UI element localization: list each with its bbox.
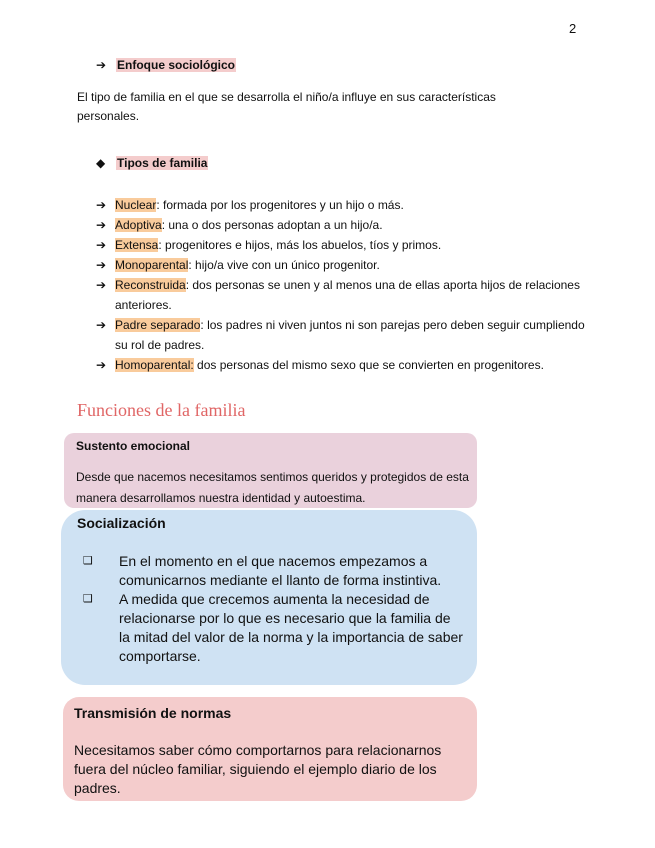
list-item bbox=[96, 195, 586, 215]
arrow-icon: ➔ bbox=[96, 58, 107, 72]
arrow-icon: ➔ bbox=[96, 218, 107, 232]
type-description: dos personas del mismo sexo que se convierten en progenitores. bbox=[193, 358, 544, 372]
socializacion-box bbox=[61, 510, 477, 685]
type-description: : dos personas se unen y al menos una de ellas aporta hijos de relaciones anteriores. bbox=[115, 278, 580, 312]
list-item bbox=[96, 215, 586, 235]
page-number: 2 bbox=[569, 21, 577, 36]
box-text: Desde que nacemos necesitamos sentimos queridos y protegidos de esta manera desarrollamos nuestra identidad y autoestima. bbox=[76, 470, 469, 505]
checkbox-bullet-icon: ❑ bbox=[83, 555, 93, 567]
list-item bbox=[96, 235, 586, 255]
arrow-icon: ➔ bbox=[96, 238, 107, 252]
enfoque-heading-label: Enfoque sociológico bbox=[117, 58, 236, 72]
type-description: : hijo/a vive con un único progenitor. bbox=[188, 258, 380, 272]
arrow-icon: ➔ bbox=[96, 318, 107, 332]
transmision-normas-box bbox=[63, 697, 477, 801]
sustento-emocional-box bbox=[64, 433, 477, 508]
type-description: : los padres ni viven juntos ni son parejas pero deben seguir cumpliendo su rol de padres. bbox=[115, 318, 585, 352]
enfoque-text: El tipo de familia en el que se desarrolla el niño/a influye en sus características personales. bbox=[77, 90, 496, 123]
tipos-heading-label: Tipos de familia bbox=[117, 156, 208, 170]
arrow-icon: ➔ bbox=[96, 198, 107, 212]
box-text: Necesitamos saber cómo comportarnos para relacionarnos fuera del núcleo familiar, siguiendo el ejemplo diario de los padres. bbox=[74, 742, 442, 796]
box-title: Socialización bbox=[77, 515, 166, 531]
type-term: Adoptiva bbox=[115, 218, 162, 232]
list-item bbox=[96, 355, 586, 375]
box-title: Sustento emocional bbox=[76, 439, 191, 453]
list-item bbox=[96, 275, 586, 315]
box-title: Transmisión de normas bbox=[74, 705, 232, 721]
arrow-icon: ➔ bbox=[96, 278, 107, 292]
list-item-text: A medida que crecemos aumenta la necesidad de relacionarse por lo que es necesario que la familia de la mitad del valor de la norma y la importancia de saber comportarse. bbox=[119, 591, 463, 664]
list-item-text: En el momento en el que nacemos empezamos a comunicarnos mediante el llanto de forma instintiva. bbox=[119, 553, 442, 588]
socializacion-list bbox=[83, 552, 463, 666]
family-types-list bbox=[96, 195, 586, 375]
type-term: Nuclear bbox=[115, 198, 157, 212]
functions-title: Funciones de la familia bbox=[77, 400, 246, 420]
diamond-icon: ◆ bbox=[96, 156, 106, 170]
list-item bbox=[96, 255, 586, 275]
list-item bbox=[83, 590, 463, 666]
list-item bbox=[96, 315, 586, 355]
tipos-heading bbox=[96, 156, 208, 170]
checkbox-bullet-icon: ❑ bbox=[83, 593, 93, 605]
type-description: : formada por los progenitores y un hijo o más. bbox=[156, 198, 404, 212]
type-term: Monoparental bbox=[115, 258, 189, 272]
type-term: Homoparental: bbox=[115, 358, 194, 372]
type-term: Padre separado bbox=[115, 318, 201, 332]
list-item bbox=[83, 552, 463, 590]
enfoque-heading bbox=[96, 58, 236, 72]
type-term: Reconstruida bbox=[115, 278, 186, 292]
arrow-icon: ➔ bbox=[96, 358, 107, 372]
type-term: Extensa bbox=[115, 238, 159, 252]
type-description: : una o dos personas adoptan a un hijo/a. bbox=[161, 218, 383, 232]
type-description: : progenitores e hijos, más los abuelos, tíos y primos. bbox=[158, 238, 442, 252]
arrow-icon: ➔ bbox=[96, 258, 107, 272]
